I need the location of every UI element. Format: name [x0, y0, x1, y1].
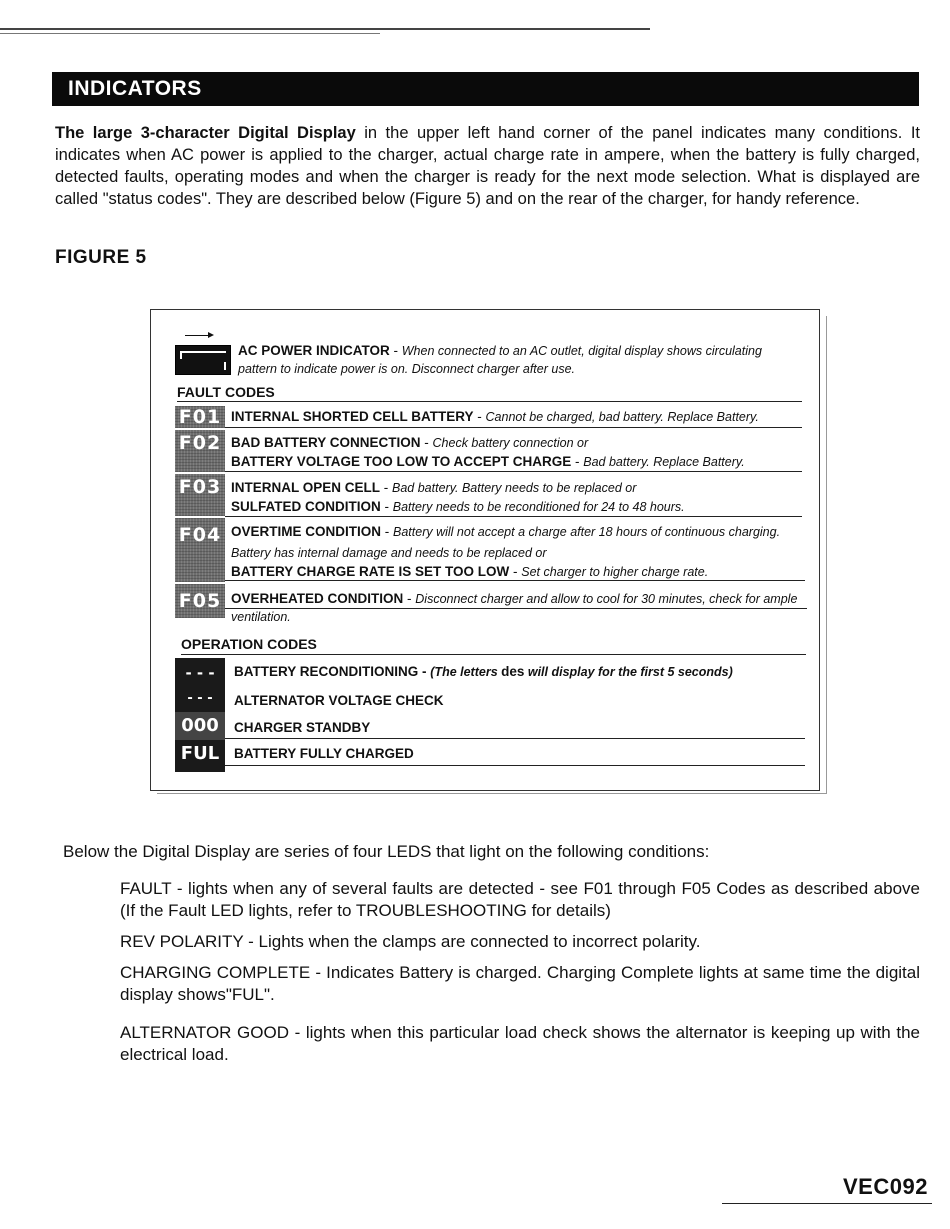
display-circulating-icon — [175, 345, 231, 375]
fault-f03-line-1: INTERNAL OPEN CELL - Bad battery. Battery needs to be replaced or — [231, 480, 637, 495]
divider — [225, 427, 802, 428]
top-rule-thin — [0, 33, 380, 34]
divider — [181, 654, 806, 655]
fault-f05-line: OVERHEATED CONDITION - Disconnect charger and allow to cool for 30 minutes, check for ample ventilation. — [231, 591, 798, 624]
led-fault: FAULT - lights when any of several faults are detected - see F01 through F05 Codes as described above (If the Fault LED lights, refer to TROUBLESHOOTING for details) — [120, 879, 920, 920]
divider — [225, 765, 805, 766]
led-charging-complete: CHARGING COMPLETE - Indicates Battery is charged. Charging Complete lights at same time the digital display shows"FUL". — [120, 963, 920, 1004]
fault-f01-line: INTERNAL SHORTED CELL BATTERY - Cannot be charged, bad battery. Replace Battery. — [231, 409, 759, 424]
top-rule — [0, 28, 650, 30]
fault-f04-line-3: BATTERY CHARGE RATE IS SET TOO LOW - Set charger to higher charge rate. — [231, 564, 709, 579]
footer-rule — [722, 1203, 932, 1204]
led-rev-polarity: REV POLARITY - Lights when the clamps are connected to incorrect polarity. — [120, 932, 701, 951]
code-f04: F04 — [175, 518, 225, 582]
section-banner: INDICATORS — [52, 72, 919, 106]
fault-f02-line-1: BAD BATTERY CONNECTION - Check battery connection or — [231, 435, 589, 450]
divider — [177, 401, 802, 402]
divider — [225, 608, 807, 609]
fault-f02-line-2: BATTERY VOLTAGE TOO LOW TO ACCEPT CHARGE - Bad battery. Replace Battery. — [231, 454, 745, 469]
divider — [225, 738, 805, 739]
code-standby: 000 — [175, 712, 225, 740]
leds-intro: Below the Digital Display are series of four LEDS that light on the following conditions: — [63, 842, 710, 861]
op-alternator-check: ALTERNATOR VOLTAGE CHECK — [234, 693, 444, 708]
ac-power-text: When connected to an AC outlet, digital display shows circulating pattern to indicate power is on. Disconnect charger after use. — [238, 344, 762, 376]
ac-power-title: AC POWER INDICATOR — [238, 343, 390, 358]
code-f01: F01 — [175, 406, 225, 428]
fault-f04-line-1: OVERTIME CONDITION - Battery will not accept a charge after 18 hours of continuous charging. — [231, 524, 781, 539]
code-reconditioning: - - - — [175, 658, 225, 688]
fault-codes-heading: FAULT CODES — [177, 384, 275, 400]
intro-lead: The large 3-character Digital Display — [55, 124, 356, 142]
led-alternator-good: ALTERNATOR GOOD - lights when this particular load check shows the alternator is keeping up with the electrical load. — [120, 1023, 920, 1064]
fault-f04-line-2: Battery has internal damage and needs to be replaced or — [231, 546, 547, 560]
document-code: VEC092 — [843, 1174, 928, 1199]
arrow-icon — [185, 335, 209, 336]
code-alternator-check: - - - — [175, 688, 225, 712]
op-standby: CHARGER STANDBY — [234, 720, 371, 735]
intro-text: in the upper left hand corner of the panel indicates many conditions. It indicates when AC power is applied to the charger, actual charge rate in ampere, when the battery is fully charged, detected faults, operating modes and when the charger is ready for the next mode selection. What is displayed are called "status codes". They are described below (Figure 5) and on the rear of the charger, for handy reference. — [55, 124, 920, 208]
ac-power-indicator: AC POWER INDICATOR - When connected to an AC outlet, digital display shows circulating pattern to indicate power is on. Disconnect charger after use. — [238, 343, 762, 376]
code-fully-charged: FUL — [175, 740, 225, 772]
op-reconditioning: BATTERY RECONDITIONING - (The letters des will display for the first 5 seconds) — [234, 664, 733, 679]
operation-codes-heading: OPERATION CODES — [181, 636, 317, 652]
code-f02: F02 — [175, 430, 225, 472]
divider — [225, 516, 802, 517]
op-fully-charged: BATTERY FULLY CHARGED — [234, 746, 414, 761]
fault-f03-line-2: SULFATED CONDITION - Battery needs to be reconditioned for 24 to 48 hours. — [231, 499, 685, 514]
intro-paragraph — [55, 122, 920, 210]
figure-title: FIGURE 5 — [55, 247, 147, 268]
code-f05: F05 — [175, 584, 225, 618]
divider — [225, 580, 805, 581]
code-f03: F03 — [175, 474, 225, 516]
divider — [225, 471, 802, 472]
